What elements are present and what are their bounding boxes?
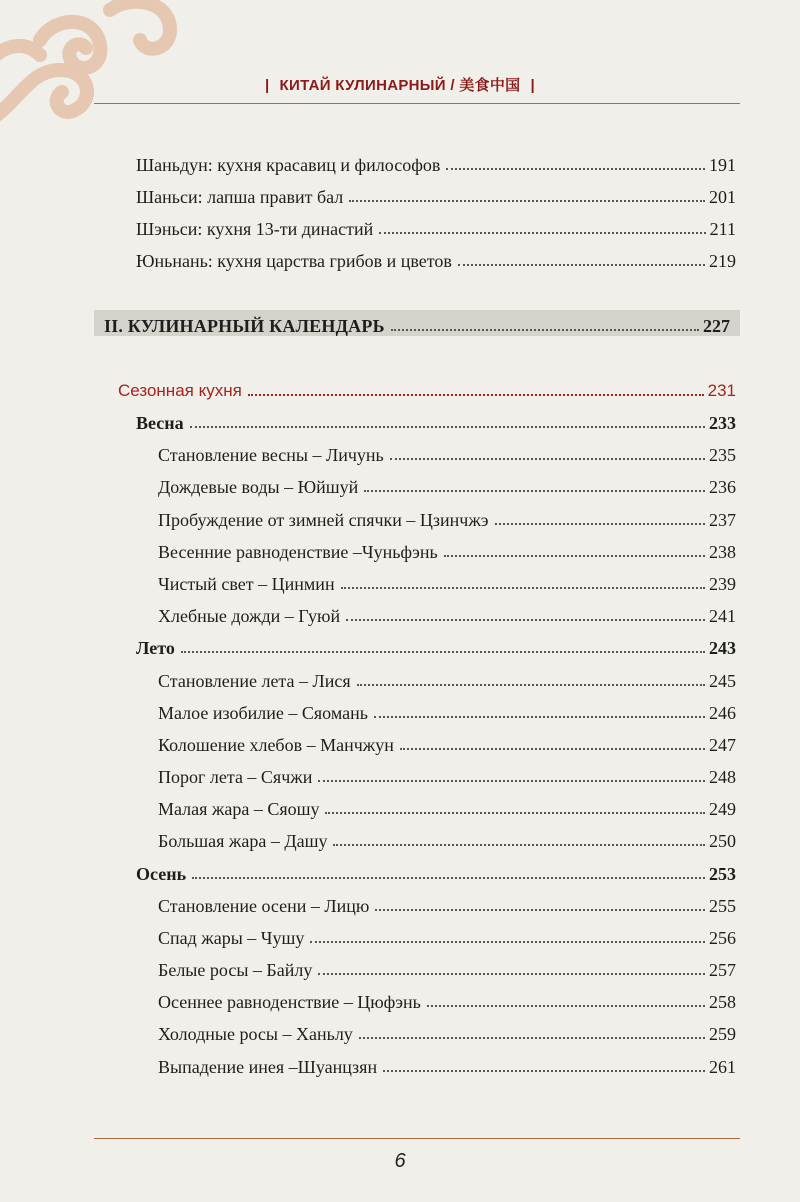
toc-entry-page: 201 [709,187,736,207]
leader-dots [333,844,705,846]
toc-entry[interactable] [158,469,736,497]
leader-dots [364,490,705,492]
page-number: 6 [394,1150,406,1172]
leader-dots [357,684,705,686]
toc-entry-page: 248 [709,767,736,787]
toc-entry-page: 259 [709,1024,736,1044]
toc-entry[interactable] [158,1049,736,1077]
toc-entry[interactable] [158,920,736,948]
toc-entry-title: Становление весны – Личунь [158,445,384,465]
section-heading-summer[interactable] [136,630,736,658]
leader-dots [390,458,705,460]
toc-entry[interactable] [158,791,736,819]
leader-dots [495,523,705,525]
toc-entry-page: 255 [709,896,736,916]
section-page: 253 [709,864,736,884]
header-bar-right: | [530,77,535,94]
toc-entry-title: Осеннее равноденствие – Цюфэнь [158,992,421,1012]
running-header [0,74,800,95]
toc-entry-page: 219 [709,251,736,271]
section-title: Весна [136,413,184,433]
toc-entry-page: 261 [709,1057,736,1077]
toc-entry[interactable] [158,663,736,691]
toc-entry-title: Порог лета – Сячжи [158,767,313,787]
toc-entry[interactable] [158,759,736,787]
leader-dots [349,200,705,202]
section-page: 233 [709,413,736,433]
leader-dots [359,1037,705,1039]
toc-entry[interactable] [158,695,736,723]
leader-dots [400,748,705,750]
toc-entry-title: Спад жары – Чушу [158,928,305,948]
section-title: Лето [136,638,175,658]
toc-entry-title: Чистый свет – Цинмин [158,574,335,594]
toc-entry-title: Колошение хлебов – Манчжун [158,735,394,755]
toc-entry[interactable] [158,502,736,530]
leader-dots [375,909,705,911]
leader-dots [427,1005,705,1007]
section-heading-autumn[interactable] [136,856,736,884]
cloud-ornament-icon [0,0,220,130]
toc-entry-page: 257 [709,960,736,980]
toc-entry[interactable] [158,984,736,1012]
toc-entry-title: Хлебные дожди – Гуюй [158,606,341,626]
toc-entry[interactable] [158,566,736,594]
toc-entry-title: Белые росы – Байлу [158,960,313,980]
toc-entry-page: 250 [709,831,736,851]
toc-entry-page: 249 [709,799,736,819]
toc-entry[interactable] [158,1016,736,1044]
toc-entry[interactable] [158,888,736,916]
category-title: Сезонная кухня [118,381,242,400]
toc-entry-title: Пробуждение от зимней спячки – Цзинчжэ [158,510,489,530]
leader-dots [379,232,705,234]
toc-entry-page: 241 [709,606,736,626]
leader-dots [325,812,705,814]
category-page: 231 [707,381,736,400]
leader-dots [374,716,705,718]
leader-dots [391,329,699,331]
toc-entry-title: Шаньси: лапша правит бал [136,187,344,207]
toc-entry[interactable] [158,598,736,626]
toc-entry-title: Малая жара – Сяошу [158,799,320,819]
toc-entry[interactable] [136,243,736,271]
toc-entry-page: 211 [709,219,736,239]
toc-entry-page: 191 [709,155,736,175]
part-heading-page: 227 [703,316,730,336]
toc-entry-page: 247 [709,735,736,755]
leader-dots [341,587,705,589]
toc-entry-page: 239 [709,574,736,594]
part-heading-title: II. КУЛИНАРНЫЙ КАЛЕНДАРЬ [104,316,385,336]
toc-entry-page: 238 [709,542,736,562]
toc-entry[interactable] [136,147,736,175]
toc-entry-page: 258 [709,992,736,1012]
leader-dots [458,264,705,266]
toc-entry-page: 236 [709,477,736,497]
toc-entry-title: Большая жара – Дашу [158,831,328,851]
toc-entry[interactable] [158,727,736,755]
toc-entry-title: Весенние равноденствие –Чуньфэнь [158,542,438,562]
toc-entry-page: 237 [709,510,736,530]
leader-dots [346,619,705,621]
leader-dots [192,877,705,879]
section-page: 243 [709,638,736,658]
toc-entry-title: Становление осени – Лицю [158,896,370,916]
header-rule [94,103,740,104]
toc-entry-title: Холодные росы – Ханьлу [158,1024,353,1044]
leader-dots [444,555,705,557]
leader-dots [310,941,705,943]
leader-dots [318,780,705,782]
leader-dots [383,1070,705,1072]
toc-entry[interactable] [158,437,736,465]
leader-dots [446,168,705,170]
toc-entry-page: 246 [709,703,736,723]
toc-entry-title: Дождевые воды – Юйшуй [158,477,359,497]
header-bar-left: | [265,77,270,94]
toc-entry-title: Юньнань: кухня царства грибов и цветов [136,251,452,271]
header-title: КИТАЙ КУЛИНАРНЫЙ / 美食中国 [279,77,521,94]
leader-dots [181,651,705,653]
toc-entry-page: 256 [709,928,736,948]
toc-entry-title: Становление лета – Лися [158,671,351,691]
toc-entry-title: Малое изобилие – Сяомань [158,703,368,723]
category-heading[interactable] [118,373,736,401]
footer-rule [94,1138,740,1139]
toc-entry[interactable] [136,211,736,239]
toc-entry-title: Шаньдун: кухня красавиц и философов [136,155,441,175]
section-heading-spring[interactable] [136,405,736,433]
toc-entry[interactable] [136,179,736,207]
section-title: Осень [136,864,187,884]
part-heading[interactable] [104,308,730,336]
toc-entry[interactable] [158,534,736,562]
toc-entry-title: Шэньси: кухня 13-ти династий [136,219,374,239]
toc-entry[interactable] [158,823,736,851]
toc-entry-page: 245 [709,671,736,691]
toc-entry-page: 235 [709,445,736,465]
toc-entry-title: Выпадение инея –Шуанцзян [158,1057,378,1077]
leader-dots [190,426,705,428]
leader-dots [318,973,705,975]
toc-entry[interactable] [158,952,736,980]
leader-dots [248,394,704,396]
